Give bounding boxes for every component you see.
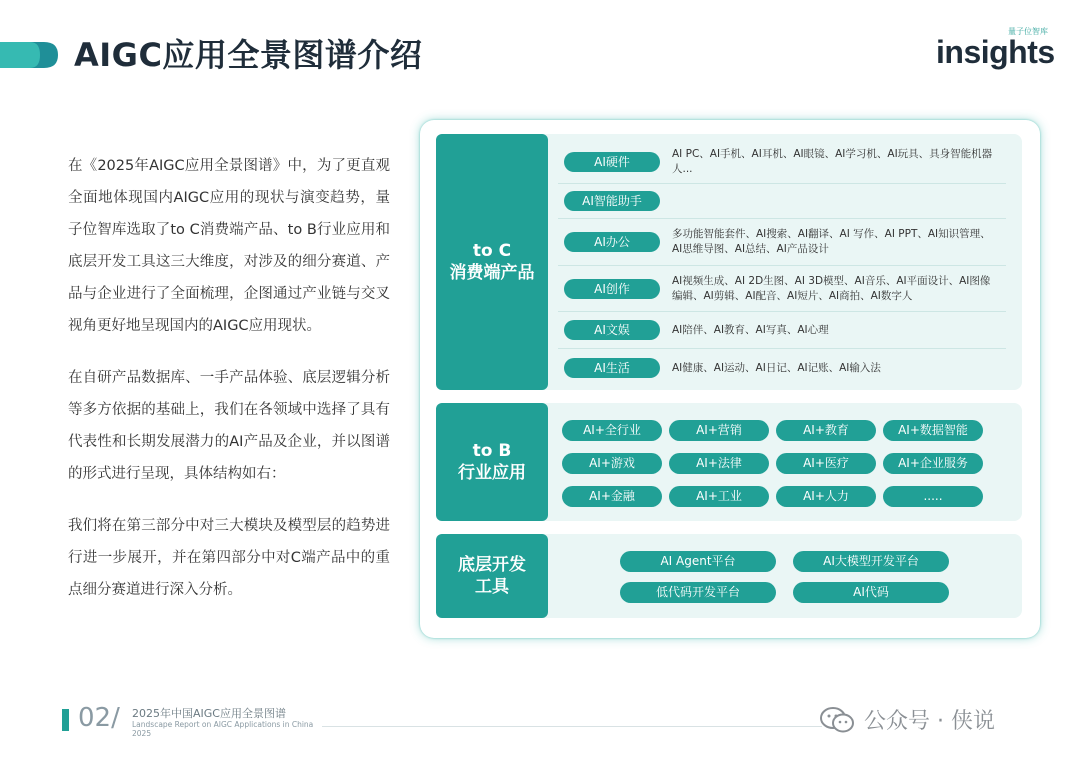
- to-c-header: [436, 134, 548, 390]
- category-pill-entertainment: AI文娱: [564, 320, 660, 340]
- category-pill-assistant: AI智能助手: [564, 191, 660, 211]
- category-desc-creation: AI视频生成、AI 2D生图、AI 3D模型、AI音乐、AI平面设计、AI图像编辑、AI剪辑、AI配音、AI短片、AI商拍、AI数字人: [672, 274, 991, 302]
- brand-logo: [936, 26, 1055, 74]
- footer-title: 2025年中国AIGC应用全景图谱: [132, 707, 286, 720]
- category-pill-life: AI生活: [564, 358, 660, 378]
- industry-tag: AI+游戏: [562, 453, 662, 474]
- industry-tag: AI+医疗: [776, 453, 876, 474]
- footer-subtitle: Landscape Report on AIGC Applications in China 2025: [132, 720, 314, 738]
- industry-tag: AI+数据智能: [883, 420, 983, 441]
- category-desc-life: AI健康、AI运动、AI日记、AI记账、AI输入法: [672, 361, 881, 374]
- industry-tag: .....: [883, 486, 983, 507]
- industry-tag: AI+企业服务: [883, 453, 983, 474]
- to-c-header-line2: 消费端产品: [449, 263, 535, 283]
- brand-small-text: 量子位智库: [1008, 27, 1048, 36]
- industry-tag: AI+工业: [669, 486, 769, 507]
- industry-tag: AI+教育: [776, 420, 876, 441]
- logo-mark-icon: [0, 38, 62, 72]
- tool-tag: AI代码: [793, 582, 949, 603]
- intro-paragraph-1: 在《2025年AIGC应用全景图谱》中，为了更直观全面地体现国内AIGC应用的现状与演变趋势，量子位智库选取了to C消费端产品、to B行业应用和底层开发工具这三大维度，对涉及的细分赛道、产品与企业进行了全面梳理，企图通过产业链与交叉视角更好地呈现国内的AIGC应用现状。: [68, 158, 390, 334]
- footer-accent-bar: [62, 709, 69, 731]
- industry-tag: AI+法律: [669, 453, 769, 474]
- category-desc-office: 多功能智能套件、AI搜索、AI翻译、AI 写作、AI PPT、AI知识管理、AI思维导图、AI总结、AI产品设计: [672, 228, 991, 255]
- industry-tag: AI+人力: [776, 486, 876, 507]
- brand-wordmark: insights: [936, 34, 1055, 70]
- to-c-row-office: [558, 219, 1006, 266]
- tools-header-line2: 工具: [475, 577, 509, 597]
- category-pill-office: AI办公: [564, 232, 660, 252]
- tool-tag: AI大模型开发平台: [793, 551, 949, 572]
- industry-tag: AI+金融: [562, 486, 662, 507]
- tools-header-line1: 底层开发: [458, 555, 526, 575]
- watermark: [820, 704, 995, 735]
- category-desc-hardware: AI PC、AI手机、AI耳机、AI眼镜、AI学习机、AI玩具、具身智能机器人...: [672, 147, 993, 175]
- to-c-row-creation: [558, 266, 1006, 312]
- to-c-row-entertainment: [558, 312, 1006, 349]
- footer-divider: [322, 726, 822, 727]
- industry-tag: AI+营销: [669, 420, 769, 441]
- to-c-header-line1: to C: [472, 241, 512, 261]
- watermark-text: 公众号 · 侠说: [864, 709, 995, 734]
- tool-tag: 低代码开发平台: [620, 582, 776, 603]
- page-number: 02/: [78, 703, 120, 733]
- intro-paragraph-3: 我们将在第三部分中对三大模块及模型层的趋势进行进一步展开，并在第四部分中对C端产品中的重点细分赛道进行深入分析。: [68, 518, 390, 598]
- category-pill-hardware: AI硬件: [564, 152, 660, 172]
- to-b-header: [436, 403, 548, 521]
- category-pill-creation: AI创作: [564, 279, 660, 299]
- to-c-row-life: [558, 349, 1006, 387]
- to-c-row-assistant: [558, 184, 1006, 219]
- tool-tag: AI Agent平台: [620, 551, 776, 572]
- wechat-icon: [820, 706, 854, 734]
- page-title: AIGC应用全景图谱介绍: [74, 36, 423, 74]
- tools-header: [436, 534, 548, 618]
- intro-paragraph-2: 在自研产品数据库、一手产品体验、底层逻辑分析等多方依据的基础上，我们在各领域中选择了具有代表性和长期发展潜力的AI产品及企业，并以图谱的形式进行呈现，具体结构如右：: [68, 370, 390, 482]
- to-b-header-line1: to B: [472, 441, 512, 461]
- to-b-header-line2: 行业应用: [458, 463, 526, 483]
- category-desc-entertainment: AI陪伴、AI教育、AI写真、AI心理: [672, 323, 829, 336]
- intro-text: [68, 150, 390, 626]
- industry-tag: AI+全行业: [562, 420, 662, 441]
- to-c-row-hardware: [558, 140, 1006, 184]
